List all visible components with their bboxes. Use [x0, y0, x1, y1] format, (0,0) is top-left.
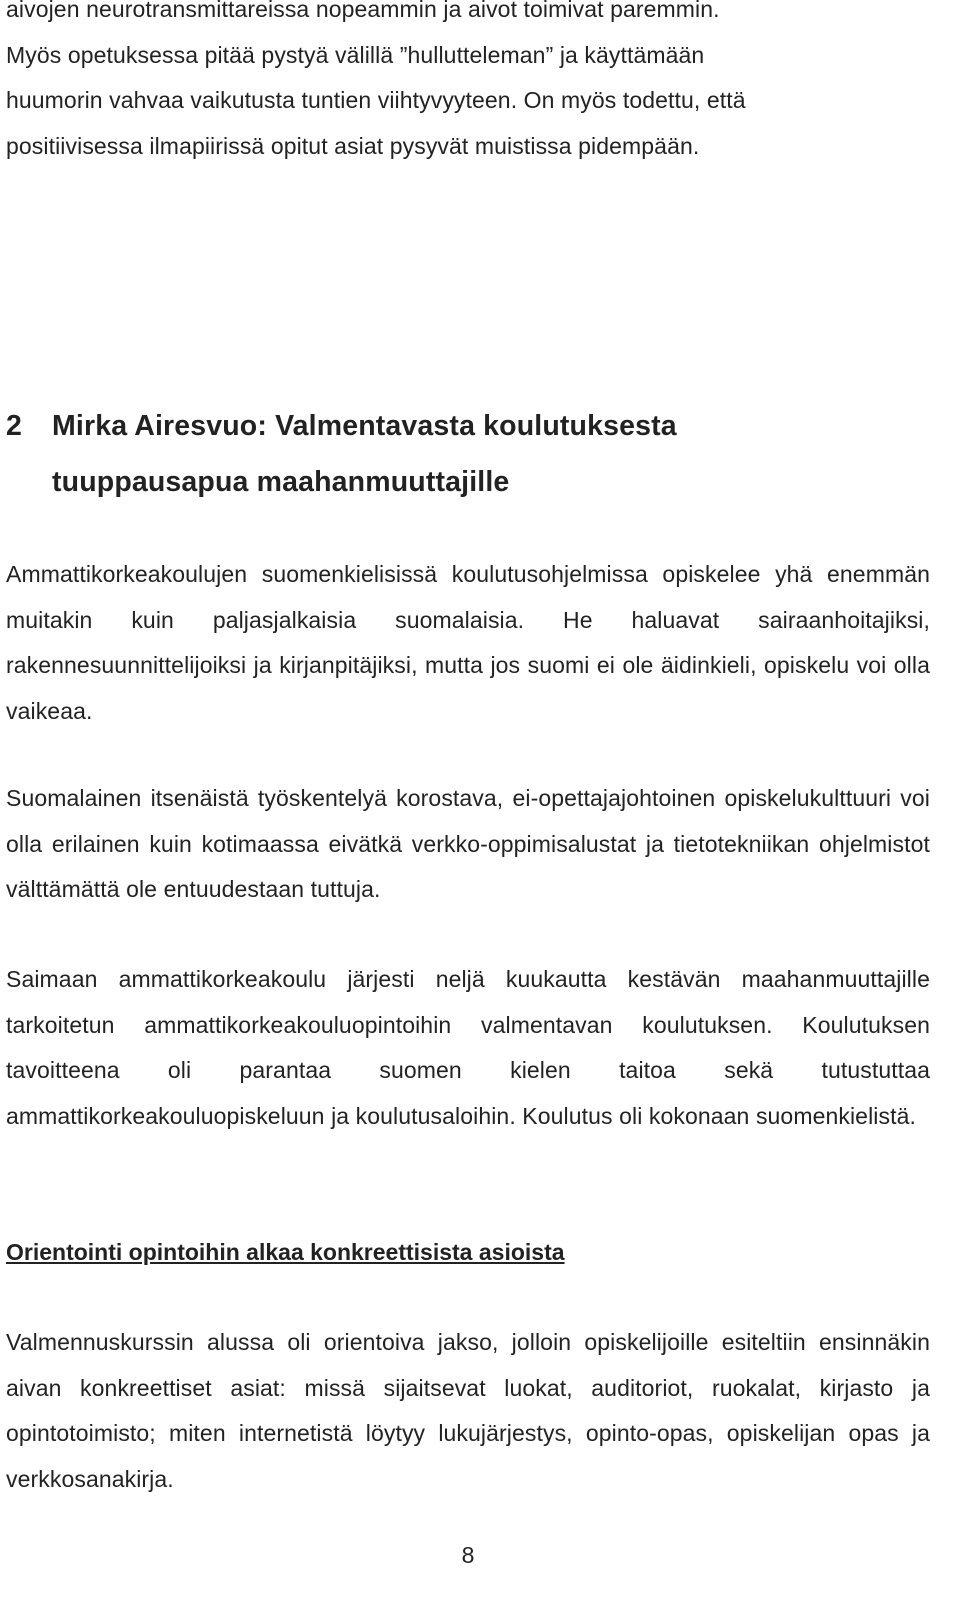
section-title-line1: Mirka Airesvuo: Valmentavasta koulutuksesta: [52, 410, 677, 442]
page-number: 8: [461, 1542, 475, 1568]
section-heading: [6, 398, 930, 510]
paragraph-text: Suomalainen itsenäistä työskentelyä korostava, ei-opettajajohtoinen opiskelukulttuuri voi olla erilainen kuin kotimaassa eivätkä verkko-oppimisalustat ja tietotekniikan ohjelmistot välttämättä ole entuudestaan tuttuja.: [6, 785, 930, 902]
body-paragraph-4: [6, 1320, 930, 1502]
paragraph-text: Valmennuskurssin alussa oli orientoiva jakso, jolloin opiskelijoille esiteltiin ensinnäkin aivan konkreettiset asiat: missä sijaitsevat luokat, auditoriot, ruokalat, kirjasto ja opintotoimisto; miten internetistä löytyy lukujärjestys, opinto-opas, opiskelijan opas ja verkkosanakirja.: [6, 1329, 930, 1492]
paragraph-text: Ammattikorkeakoulujen suomenkielisissä koulutusohjelmissa opiskelee yhä enemmän muitakin kuin paljasjalkaisia suomalaisia. He haluavat sairaanhoitajiksi, rakennesuunnittelijoiksi ja kirjanpitäjiksi, mutta jos suomi ei ole äidinkieli, opiskelu voi olla vaikeaa.: [6, 561, 930, 724]
paragraph-text: Saimaan ammattikorkeakoulu järjesti neljä kuukautta kestävän maahanmuuttajille tarkoitetun ammattikorkeakouluopintoihin valmentavan koulutuksen. Koulutuksen tavoitteena oli parantaa suomen kielen taitoa sekä tutustuttaa ammattikorkeakouluopiskeluun ja koulutusaloihin. Koulutus oli kokonaan suomenkielistä.: [6, 966, 930, 1129]
body-paragraph-1: [6, 552, 930, 734]
intro-paragraph: [6, 0, 930, 169]
intro-line: positiivisessa ilmapiirissä opitut asiat pysyvät muistissa pidempään.: [6, 132, 700, 159]
body-paragraph-2: [6, 776, 930, 913]
section-title-line2: tuuppausapua maahanmuuttajille: [52, 466, 510, 498]
body-paragraph-3: [6, 957, 930, 1139]
section-number: 2: [6, 410, 23, 442]
intro-line: aivojen neurotransmittareissa nopeammin ja aivot toimivat paremmin.: [6, 0, 720, 22]
intro-line: Myös opetuksessa pitää pystyä välillä ”hullutteleman” ja käyttämään: [6, 41, 705, 68]
subheading: Orientointi opintoihin alkaa konkreettisista asioista: [6, 1239, 565, 1265]
intro-line: huumorin vahvaa vaikutusta tuntien viihtyvyyteen. On myös todettu, että: [6, 87, 746, 113]
